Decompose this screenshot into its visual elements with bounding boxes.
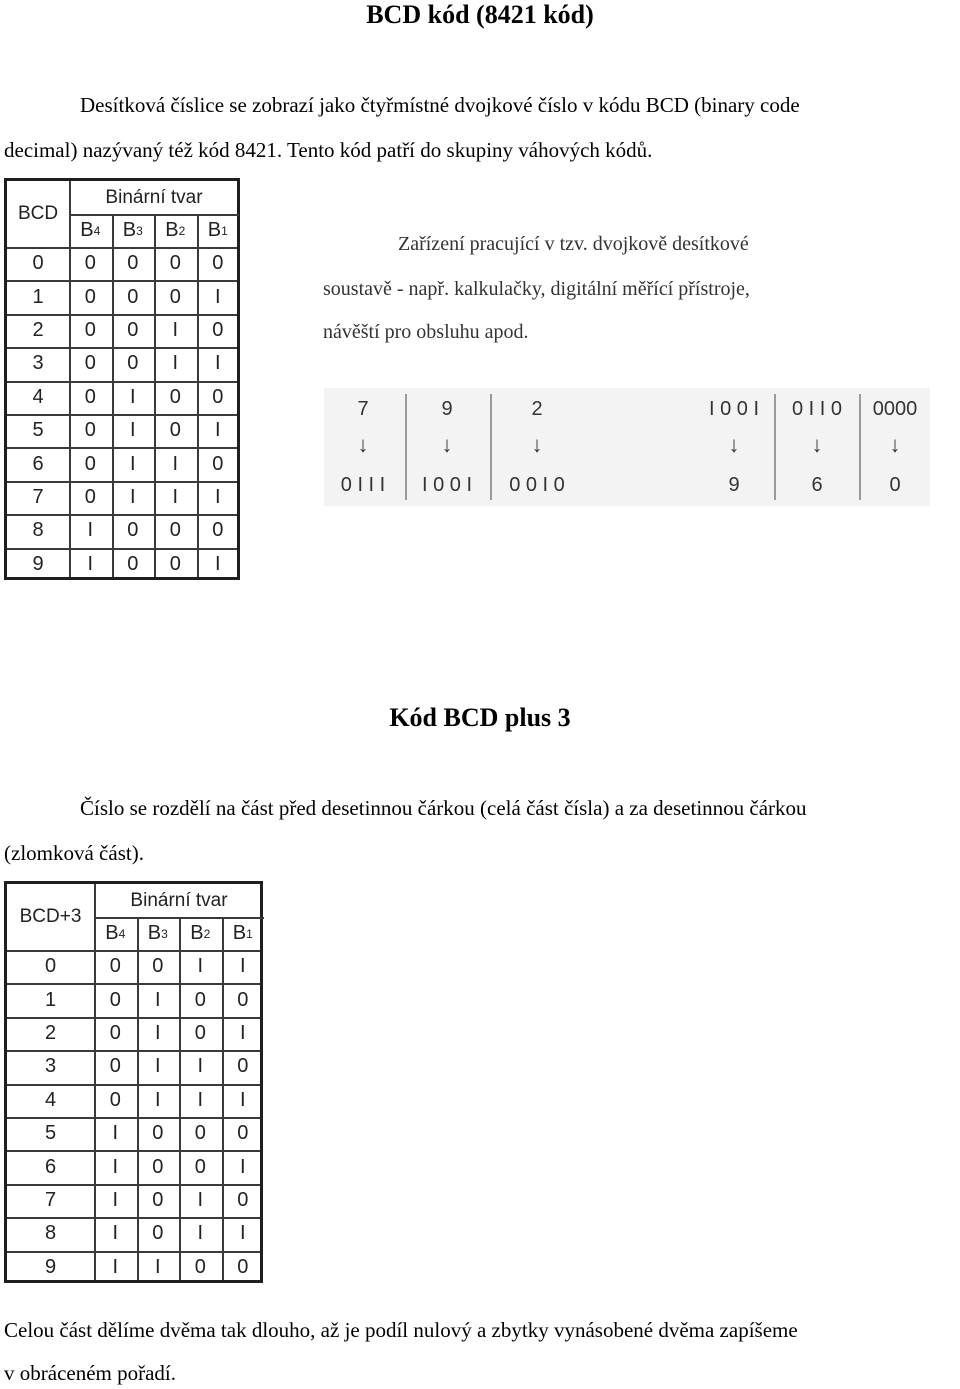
bit-letter: B: [80, 219, 94, 241]
intro-paragraph-line-1: Desítková číslice se zobrazí jako čtyřmístné dvojkové číslo v kódu BCD (binary code: [80, 93, 800, 117]
bit-cell: 0: [152, 1188, 164, 1211]
bit-cell: 0: [194, 1122, 206, 1145]
bit-cell: 0: [152, 1155, 164, 1178]
bit-cell: I: [197, 1088, 204, 1111]
conversion-example: [324, 388, 930, 506]
bit-cell: I: [197, 1055, 204, 1078]
digit-cell: 9: [44, 1255, 57, 1278]
table-label: BCD+3: [19, 906, 82, 927]
bit-cell: 0: [84, 318, 96, 341]
conv-dec-9: 9: [441, 398, 453, 420]
bit-cell: I: [214, 352, 221, 375]
bit-cell: I: [172, 352, 179, 375]
conv-bin-1001: I 0 0 I: [708, 398, 760, 420]
bit-letter: B: [165, 219, 179, 241]
bit-cell: 0: [127, 552, 139, 575]
bit-index: 3: [136, 223, 143, 238]
bit-header: [69, 214, 112, 247]
bit-index: 3: [161, 926, 168, 941]
bit-letter: B: [105, 922, 119, 944]
bit-cell: I: [197, 955, 204, 978]
digit-cell: 1: [32, 285, 44, 308]
arrow-down-icon: ↓: [357, 432, 369, 457]
bit-index: 2: [203, 926, 211, 941]
bit-cell: I: [154, 1088, 161, 1111]
arrow-down-icon: ↓: [811, 432, 823, 457]
digit-cell: 4: [32, 385, 44, 408]
table-title: Binární tvar: [105, 186, 203, 208]
digit-cell: 2: [44, 1021, 57, 1044]
bit-cell: 0: [152, 955, 164, 978]
bit-cell: 0: [127, 252, 139, 275]
bit-cell: 0: [127, 519, 139, 542]
bit-cell: 0: [84, 452, 96, 475]
bit-header: [179, 917, 222, 950]
bit-cell: I: [112, 1255, 119, 1278]
bit-cell: I: [214, 419, 221, 442]
arrow-down-icon: ↓: [441, 432, 453, 457]
bit-header: [94, 917, 137, 950]
bit-cell: I: [129, 385, 136, 408]
devices-text-line-1: Zařízení pracující v tzv. dvojkově desítkové: [398, 233, 749, 255]
bit-cell: 0: [212, 252, 224, 275]
bit-header: [197, 214, 240, 247]
bit-cell: 0: [109, 1055, 121, 1078]
conv-dec-2: 2: [531, 398, 543, 420]
bit-letter: B: [122, 219, 137, 241]
bit-cell: I: [214, 485, 221, 508]
digit-cell: 3: [32, 352, 44, 375]
bit-cell: 0: [84, 352, 96, 375]
bit-letter: B: [190, 922, 204, 944]
digit-cell: 4: [44, 1088, 57, 1111]
bit-cell: 0: [237, 1055, 249, 1078]
bit-cell: I: [154, 1021, 161, 1044]
bit-cell: I: [239, 1021, 246, 1044]
digit-cell: 2: [32, 318, 44, 341]
bit-header: [222, 917, 265, 950]
devices-text-line-2: soustavě - např. kalkulačky, digitální měřící přístroje,: [323, 278, 750, 300]
bit-cell: 0: [169, 552, 181, 575]
section-title-bcd-plus-3: Kód BCD plus 3: [389, 703, 571, 732]
bit-cell: I: [197, 1222, 204, 1245]
bit-cell: 0: [194, 1255, 206, 1278]
bit-cell: 0: [84, 385, 96, 408]
bit-cell: 0: [84, 285, 96, 308]
bit-cell: I: [87, 552, 94, 575]
digit-cell: 5: [32, 419, 44, 442]
division-paragraph-line-1: Celou část dělíme dvěma tak dlouho, až je podíl nulový a zbytky vynásobené dvěma zapíšeme: [4, 1318, 798, 1342]
digit-cell: 6: [44, 1155, 57, 1178]
devices-text-line-3: návěští pro obsluhu apod.: [323, 321, 529, 343]
bit-letter: B: [232, 922, 247, 944]
bit-cell: 0: [212, 452, 224, 475]
bit-cell: 0: [109, 1088, 121, 1111]
conv-dec-result-9: 9: [728, 474, 740, 496]
bit-cell: I: [172, 485, 179, 508]
bit-cell: 0: [194, 1155, 206, 1178]
bit-cell: 0: [237, 1255, 249, 1278]
bit-cell: 0: [84, 485, 96, 508]
bit-cell: 0: [127, 352, 139, 375]
bcd3-paragraph-line-1: Číslo se rozdělí na část před desetinnou čárkou (celá část čísla) a za desetinnou čárkou: [80, 796, 807, 820]
bit-cell: 0: [109, 988, 121, 1011]
bit-cell: 0: [127, 285, 139, 308]
bit-cell: I: [154, 988, 161, 1011]
bit-cell: 0: [194, 988, 206, 1011]
page-title: BCD kód (8421 kód): [366, 0, 594, 29]
conv-bin-9: I 0 0 I: [421, 474, 473, 496]
digit-cell: 0: [32, 252, 44, 275]
bit-header: [112, 214, 155, 247]
division-paragraph-line-2: v obráceném pořadí.: [4, 1361, 177, 1385]
bit-cell: 0: [127, 318, 139, 341]
bit-header: [137, 917, 180, 950]
conv-bin-7: 0 I I I: [340, 474, 386, 496]
bit-cell: 0: [212, 519, 224, 542]
digit-cell: 8: [32, 519, 44, 542]
bit-cell: I: [239, 1222, 246, 1245]
bit-cell: I: [197, 1188, 204, 1211]
arrow-down-icon: ↓: [531, 432, 543, 457]
bit-cell: I: [129, 485, 136, 508]
digit-cell: 5: [44, 1122, 57, 1145]
table-label: BCD: [17, 203, 59, 224]
bit-cell: I: [129, 452, 136, 475]
bit-cell: 0: [84, 252, 96, 275]
bit-cell: I: [129, 419, 136, 442]
bit-cell: 0: [169, 385, 181, 408]
bit-cell: I: [112, 1122, 119, 1145]
bit-index: 2: [178, 223, 186, 238]
bit-cell: I: [112, 1188, 119, 1211]
bit-cell: I: [154, 1255, 161, 1278]
bit-cell: 0: [212, 385, 224, 408]
conv-dec-result-0: 0: [889, 474, 901, 496]
bit-cell: 0: [194, 1021, 206, 1044]
digit-cell: 3: [44, 1055, 57, 1078]
digit-cell: 9: [32, 552, 44, 575]
intro-paragraph-line-2: decimal) nazývaný též kód 8421. Tento kód patří do skupiny váhových kódů.: [4, 138, 653, 162]
bit-cell: 0: [169, 285, 181, 308]
bcd3-paragraph-line-2: (zlomková část).: [4, 841, 144, 865]
bit-cell: I: [214, 552, 221, 575]
bit-cell: 0: [169, 252, 181, 275]
bit-cell: I: [172, 452, 179, 475]
conv-bin-0110: 0 I I 0: [791, 398, 843, 420]
bit-cell: I: [239, 1088, 246, 1111]
bcd-table: [4, 178, 240, 580]
conv-bin-2: 0 0 I 0: [509, 474, 565, 496]
bit-cell: 0: [152, 1122, 164, 1145]
bit-cell: 0: [109, 1021, 121, 1044]
digit-cell: 1: [44, 988, 57, 1011]
conv-dec-result-6: 6: [811, 474, 823, 496]
bit-cell: I: [239, 1155, 246, 1178]
bit-cell: 0: [237, 1188, 249, 1211]
bit-index: 1: [246, 926, 253, 941]
digit-cell: 7: [32, 485, 44, 508]
bit-cell: 0: [169, 519, 181, 542]
conv-dec-7: 7: [357, 398, 369, 420]
bit-cell: 0: [152, 1222, 164, 1245]
bit-cell: I: [112, 1222, 119, 1245]
bit-cell: 0: [237, 988, 249, 1011]
conv-bin-0000: 0000: [872, 398, 918, 420]
bit-letter: B: [147, 922, 162, 944]
bcd-plus-3-table: [4, 881, 263, 1283]
bit-cell: I: [87, 519, 94, 542]
bit-cell: I: [239, 955, 246, 978]
arrow-down-icon: ↓: [889, 432, 901, 457]
bit-cell: 0: [169, 419, 181, 442]
bit-index: 4: [118, 926, 126, 941]
bit-letter: B: [207, 219, 222, 241]
digit-cell: 6: [32, 452, 44, 475]
digit-cell: 0: [44, 955, 57, 978]
bit-cell: I: [214, 285, 221, 308]
bit-cell: 0: [84, 419, 96, 442]
bit-cell: I: [112, 1155, 119, 1178]
bit-cell: 0: [212, 318, 224, 341]
digit-cell: 8: [44, 1222, 57, 1245]
bit-index: 1: [221, 223, 228, 238]
bit-cell: 0: [109, 955, 121, 978]
bit-header: [154, 214, 197, 247]
arrow-down-icon: ↓: [728, 432, 740, 457]
bit-cell: I: [154, 1055, 161, 1078]
digit-cell: 7: [44, 1188, 57, 1211]
bit-cell: 0: [237, 1122, 249, 1145]
bit-index: 4: [93, 223, 101, 238]
table-title: Binární tvar: [130, 889, 228, 911]
bit-cell: I: [172, 318, 179, 341]
